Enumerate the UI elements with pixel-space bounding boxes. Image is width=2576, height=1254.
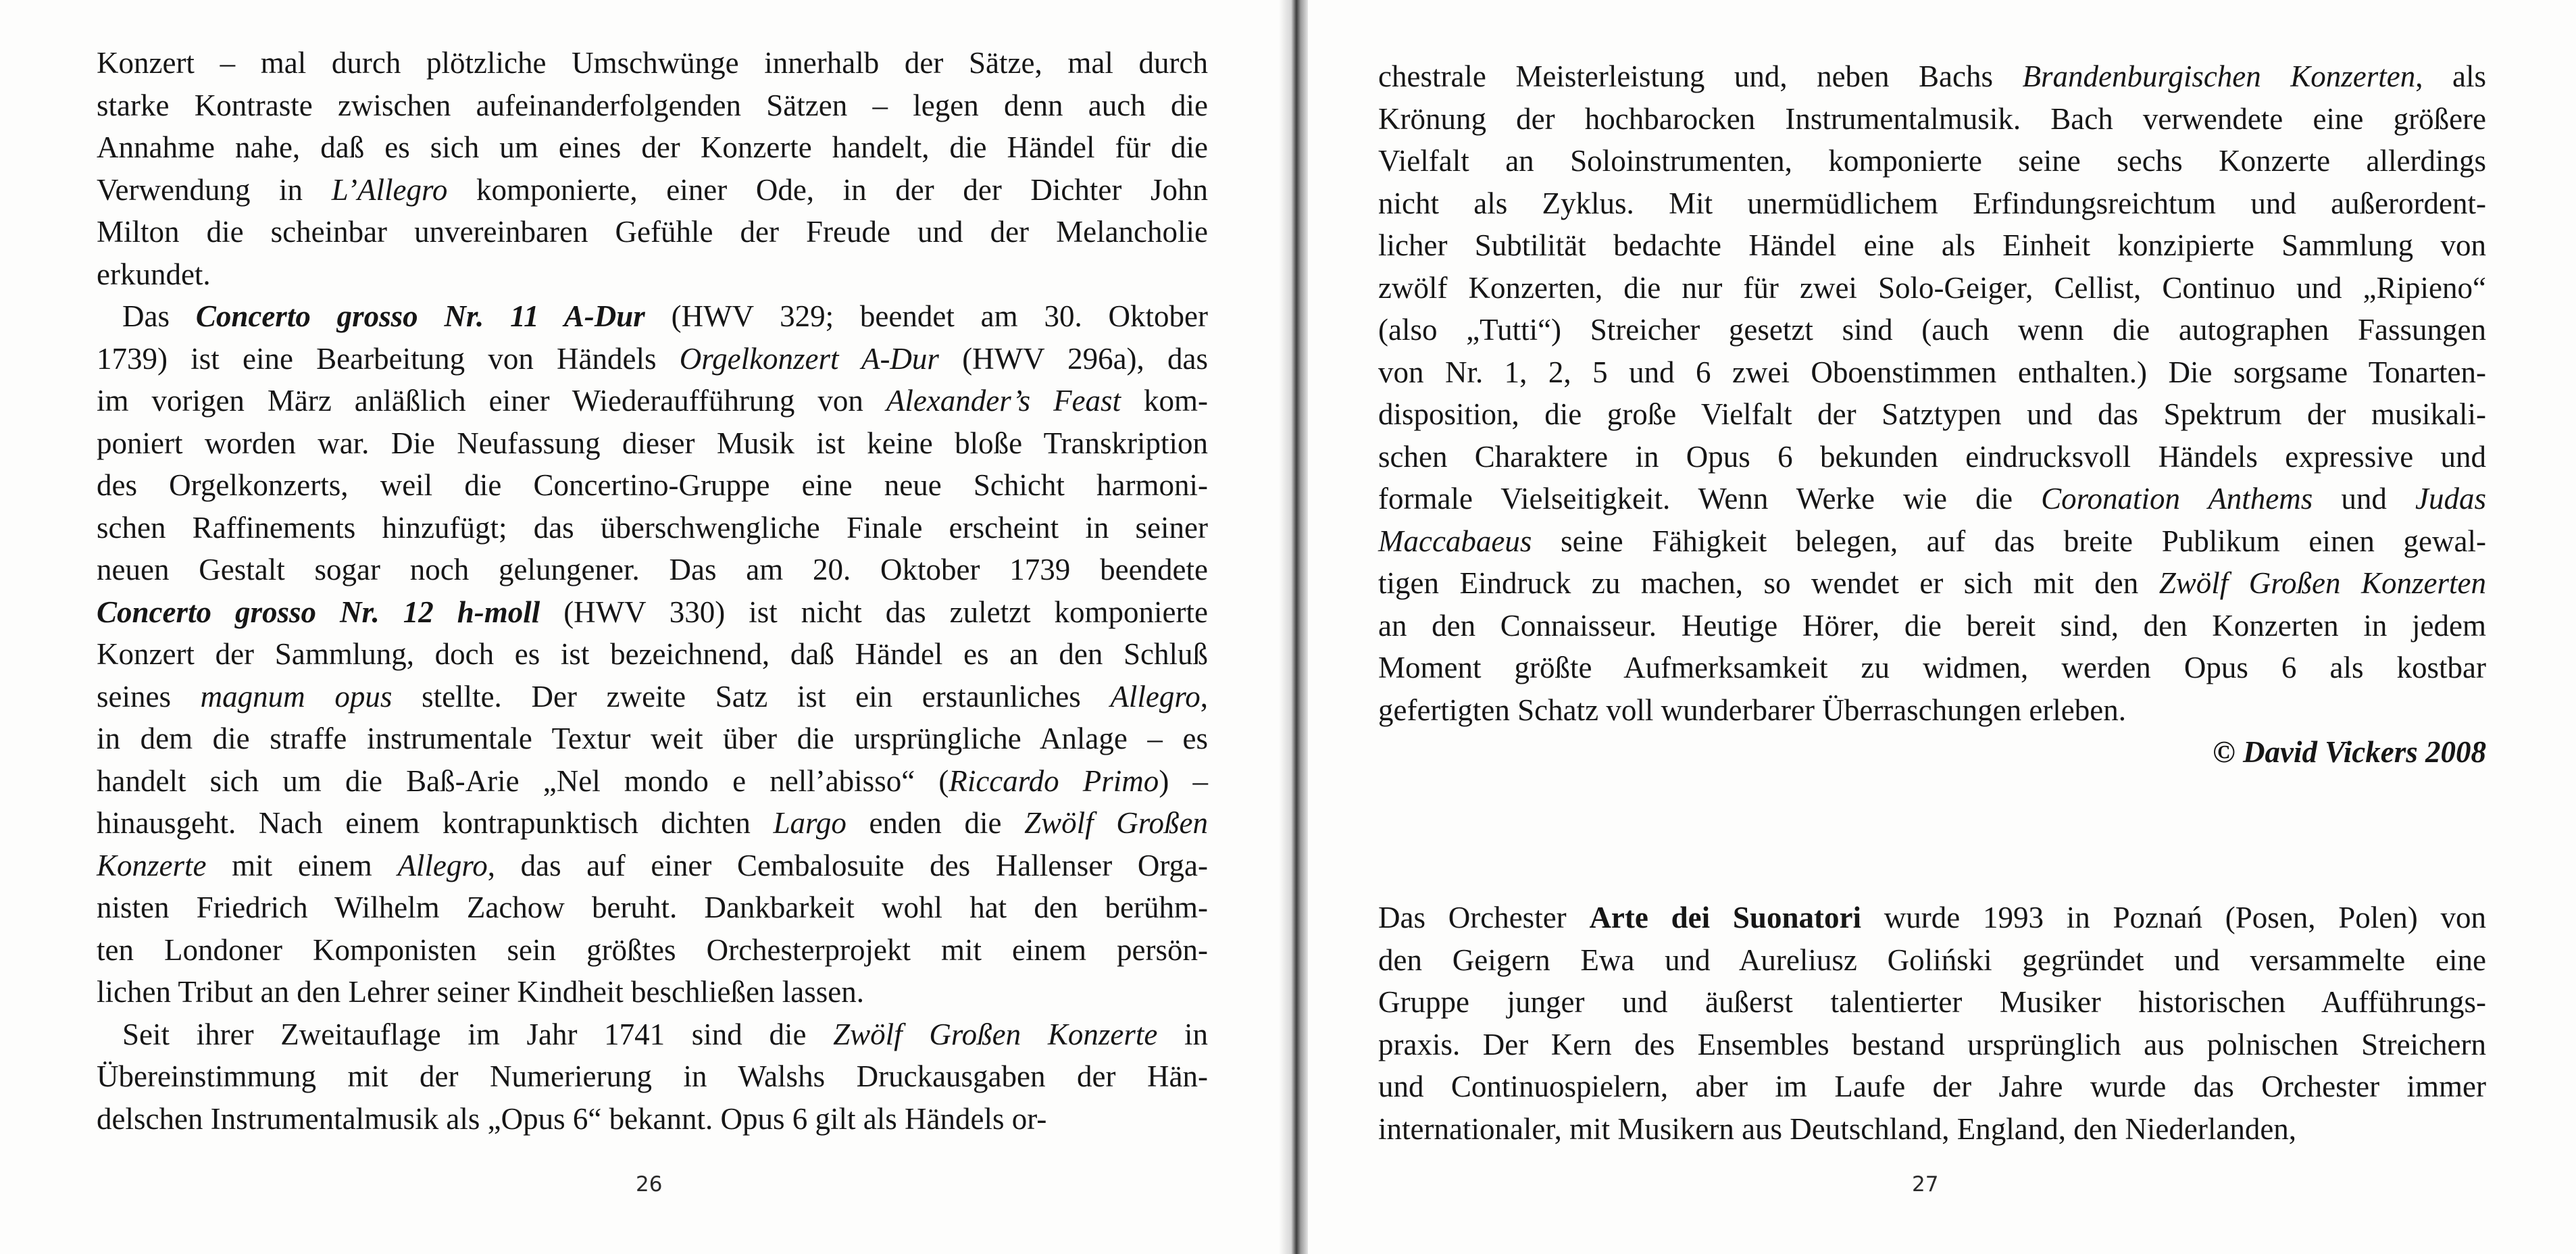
emphasis-span: Concerto grosso Nr. 12 h-moll <box>97 595 540 629</box>
text-span: nisten Friedrich Wilhelm Zachow beruht. Dankbarkeit wohl hat den berühm- <box>97 891 1208 924</box>
left-page-text <box>97 42 1208 1140</box>
text-line <box>97 84 1208 127</box>
text-span: licher Subtilität bedachte Händel eine als Einheit konzipierte Sammlung von <box>1378 228 2486 262</box>
text-line <box>1378 647 2486 689</box>
text-span: Vielfalt an Soloinstrumenten, komponierte seine sechs Konzerte allerdings <box>1378 144 2486 178</box>
text-span: erkundet. <box>97 257 211 291</box>
text-line <box>97 591 1208 634</box>
text-line <box>97 1013 1208 1056</box>
text-span: , das auf einer Cembalosuite des Hallenser Orga- <box>487 848 1208 882</box>
text-span: enden die <box>846 806 1025 840</box>
text-line <box>1378 981 2486 1024</box>
text-span: hinausgeht. Nach einem kontrapunktisch dichten <box>97 806 774 840</box>
text-span: in dem die straffe instrumentale Textur weit über die ursprüngliche Anlage – es <box>97 722 1208 755</box>
text-line <box>97 1098 1208 1140</box>
text-span: komponierte, einer Ode, in der der Dichter John <box>447 172 1208 207</box>
text-span: (HWV 329; beendet am 30. Oktober <box>645 299 1209 333</box>
text-span: , als <box>2415 59 2486 93</box>
text-line <box>1378 224 2486 267</box>
text-span: Das <box>122 299 196 333</box>
text-line <box>1378 436 2486 478</box>
emphasis-span: Zwölf Großen Konzerte <box>833 1017 1158 1051</box>
emphasis-span: Concerto grosso Nr. 11 A-Dur <box>195 299 645 333</box>
text-line <box>97 718 1208 760</box>
right-page-orchestra-bio <box>1378 897 2486 1150</box>
text-span: Das Orchester <box>1378 901 1590 934</box>
text-span: seines <box>97 679 201 713</box>
text-span: poniert worden war. Die Neufassung dieser Musik ist keine bloße Transkription <box>97 426 1208 460</box>
emphasis-span: Zwölf Großen <box>1024 806 1209 840</box>
text-span: stellte. Der zweite Satz ist ein erstaunliches <box>392 679 1111 713</box>
text-line <box>97 42 1208 84</box>
left-page <box>0 0 1285 1254</box>
text-line <box>97 169 1208 211</box>
text-line <box>1378 351 2486 394</box>
text-span: und Continuospielern, aber im Laufe der Jahre wurde das Orchester immer <box>1378 1070 2486 1103</box>
text-span: Annahme nahe, daß es sich um eines der Konzerte handelt, die Händel für die <box>97 130 1208 164</box>
emphasis-span: Arte dei Suonatori <box>1589 901 1861 934</box>
text-span: tigen Eindruck zu machen, so wendet er sich mit den <box>1378 566 2159 600</box>
text-line <box>1378 939 2486 982</box>
emphasis-span: L’Allegro <box>331 172 448 207</box>
text-span: ) – <box>1159 763 1208 798</box>
text-line <box>1378 1108 2486 1151</box>
text-line <box>1378 182 2486 225</box>
emphasis-span: Riccardo Primo <box>949 763 1159 798</box>
emphasis-span: Maccabaeus <box>1378 524 1532 558</box>
text-span: (also „Tutti“) Streicher gesetzt sind (auch wenn die autographen Fassungen <box>1378 313 2486 347</box>
text-span: zwölf Konzerten, die nur für zwei Solo-Geiger, Cellist, Continuo und „Ripieno“ <box>1378 270 2486 305</box>
emphasis-span: Allegro <box>397 848 488 882</box>
text-line <box>97 845 1208 887</box>
text-span: schen Charaktere in Opus 6 bekunden eindrucksvoll Händels expressive und <box>1378 439 2486 474</box>
text-line <box>97 507 1208 549</box>
text-span: nicht als Zyklus. Mit unermüdlichem Erfindungsreichtum und außerordent- <box>1378 186 2486 220</box>
text-span: in <box>1157 1017 1208 1051</box>
emphasis-span: magnum opus <box>200 679 393 713</box>
emphasis-span: Orgelkonzert A-Dur <box>679 341 939 376</box>
emphasis-span: Alexander’s Feast <box>886 384 1121 418</box>
emphasis-span: Largo <box>773 806 847 840</box>
text-span: gefertigten Schatz voll wunderbarer Überraschungen erleben. <box>1378 693 2127 727</box>
text-span: 1739) ist eine Bearbeitung von Händels <box>97 341 680 376</box>
text-span: Verwendung in <box>97 172 332 207</box>
text-span: mit einem <box>206 848 398 882</box>
page-number-left: 26 <box>636 1172 663 1197</box>
text-line <box>1378 1024 2486 1066</box>
text-line <box>1378 393 2486 436</box>
emphasis-span: Konzerte <box>97 848 207 882</box>
text-span: chestrale Meisterleistung und, neben Bachs <box>1378 59 2023 93</box>
right-page-essay-end <box>1378 55 2486 774</box>
text-line <box>1378 309 2486 351</box>
text-line <box>97 676 1208 718</box>
text-span: schen Raffinements hinzufügt; das überschwengliche Finale erscheint in seiner <box>97 510 1208 545</box>
text-span: den Geigern Ewa und Aureliusz Goliński gegründet und versammelte eine <box>1378 943 2486 977</box>
text-line <box>97 886 1208 929</box>
text-line <box>97 760 1208 803</box>
text-line <box>97 211 1208 253</box>
author-signature: © David Vickers 2008 <box>2213 735 2486 769</box>
text-line <box>97 380 1208 422</box>
text-span: Moment größte Aufmerksamkeit zu widmen, werden Opus 6 als kostbar <box>1378 651 2486 684</box>
text-line <box>1378 55 2486 98</box>
text-line <box>97 126 1208 169</box>
text-span: Übereinstimmung mit der Numerierung in Walshs Druckausgaben der Hän- <box>97 1059 1208 1093</box>
right-page <box>1308 0 2576 1254</box>
emphasis-span: Zwölf Großen Konzerten <box>2158 566 2486 600</box>
emphasis-span: Allegro <box>1110 679 1201 713</box>
text-line <box>97 338 1208 380</box>
text-line <box>1378 689 2486 732</box>
text-span: delschen Instrumentalmusik als „Opus 6“ bekannt. Opus 6 gilt als Händels or- <box>97 1101 1047 1136</box>
text-span: internationaler, mit Musikern aus Deutschland, England, den Niederlanden, <box>1378 1111 2297 1146</box>
text-line <box>1378 520 2486 563</box>
text-line <box>1378 267 2486 309</box>
text-span: (HWV 296a), das <box>938 341 1208 376</box>
text-span: seine Fähigkeit belegen, auf das breite Publikum einen gewal- <box>1532 524 2486 558</box>
page-number-right: 27 <box>1912 1172 1939 1197</box>
text-line <box>1378 1065 2486 1108</box>
text-line <box>1378 478 2486 520</box>
text-span: (HWV 330) ist nicht das zuletzt komponierte <box>540 595 1208 629</box>
text-line <box>97 929 1208 972</box>
text-line <box>97 802 1208 845</box>
text-line <box>1378 562 2486 605</box>
text-line <box>97 633 1208 676</box>
text-span: Konzert – mal durch plötzliche Umschwünge innerhalb der Sätze, mal durch <box>97 46 1208 80</box>
text-span: und <box>2313 482 2415 516</box>
text-span: , <box>1200 679 1208 713</box>
text-span: wurde 1993 in Poznań (Posen, Polen) von <box>1861 901 2486 934</box>
text-span: lichen Tribut an den Lehrer seiner Kindheit beschließen lassen. <box>97 975 864 1009</box>
text-span: Gruppe junger und äußerst talentierter Musiker historischen Aufführungs- <box>1378 985 2486 1019</box>
text-line <box>97 422 1208 465</box>
text-span: an den Connaisseur. Heutige Hörer, die bereit sind, den Konzerten in jedem <box>1378 608 2486 643</box>
text-span: starke Kontraste zwischen aufeinanderfolgenden Sätzen – legen denn auch die <box>97 88 1208 122</box>
text-line <box>1378 98 2486 141</box>
text-span: neuen Gestalt sogar noch gelungener. Das am 20. Oktober 1739 beendete <box>97 553 1208 586</box>
text-span: Seit ihrer Zweitauflage im Jahr 1741 sind die <box>122 1017 834 1051</box>
text-line <box>1378 897 2486 939</box>
text-span: des Orgelkonzerts, weil die Concertino-Gruppe eine neue Schicht harmoni- <box>97 468 1208 502</box>
text-span: kom- <box>1121 384 1208 418</box>
text-line <box>1378 140 2486 182</box>
emphasis-span: Brandenburgischen Konzerten <box>2022 59 2416 93</box>
text-line <box>97 464 1208 507</box>
text-line <box>97 549 1208 591</box>
text-span: ten Londoner Komponisten sein größtes Orchesterprojekt mit einem persön- <box>97 932 1208 967</box>
text-span: disposition, die große Vielfalt der Satztypen und das Spektrum der musikali- <box>1378 397 2486 431</box>
text-line <box>97 1055 1208 1098</box>
text-span: formale Vielseitigkeit. Wenn Werke wie die <box>1378 482 2042 516</box>
text-line <box>1378 605 2486 647</box>
emphasis-span: Judas <box>2415 482 2486 516</box>
text-line <box>97 253 1208 296</box>
text-span: Milton die scheinbar unvereinbaren Gefühle der Freude und der Melancholie <box>97 215 1208 249</box>
emphasis-span: Coronation Anthems <box>2041 482 2313 516</box>
text-span: Konzert der Sammlung, doch es ist bezeichnend, daß Händel es an den Schluß <box>97 637 1208 671</box>
text-span: von Nr. 1, 2, 5 und 6 zwei Oboenstimmen enthalten.) Die sorgsame Tonarten- <box>1378 355 2486 389</box>
text-line <box>97 295 1208 338</box>
text-span: handelt sich um die Baß-Arie „Nel mondo e nell’abisso“ ( <box>97 763 949 798</box>
text-span: praxis. Der Kern des Ensembles bestand ursprünglich aus polnischen Streichern <box>1378 1027 2486 1061</box>
text-line <box>97 971 1208 1013</box>
text-span: Krönung der hochbarocken Instrumentalmusik. Bach verwendete eine größere <box>1378 101 2486 136</box>
text-span: im vorigen März anläßlich einer Wiederaufführung von <box>97 384 886 418</box>
